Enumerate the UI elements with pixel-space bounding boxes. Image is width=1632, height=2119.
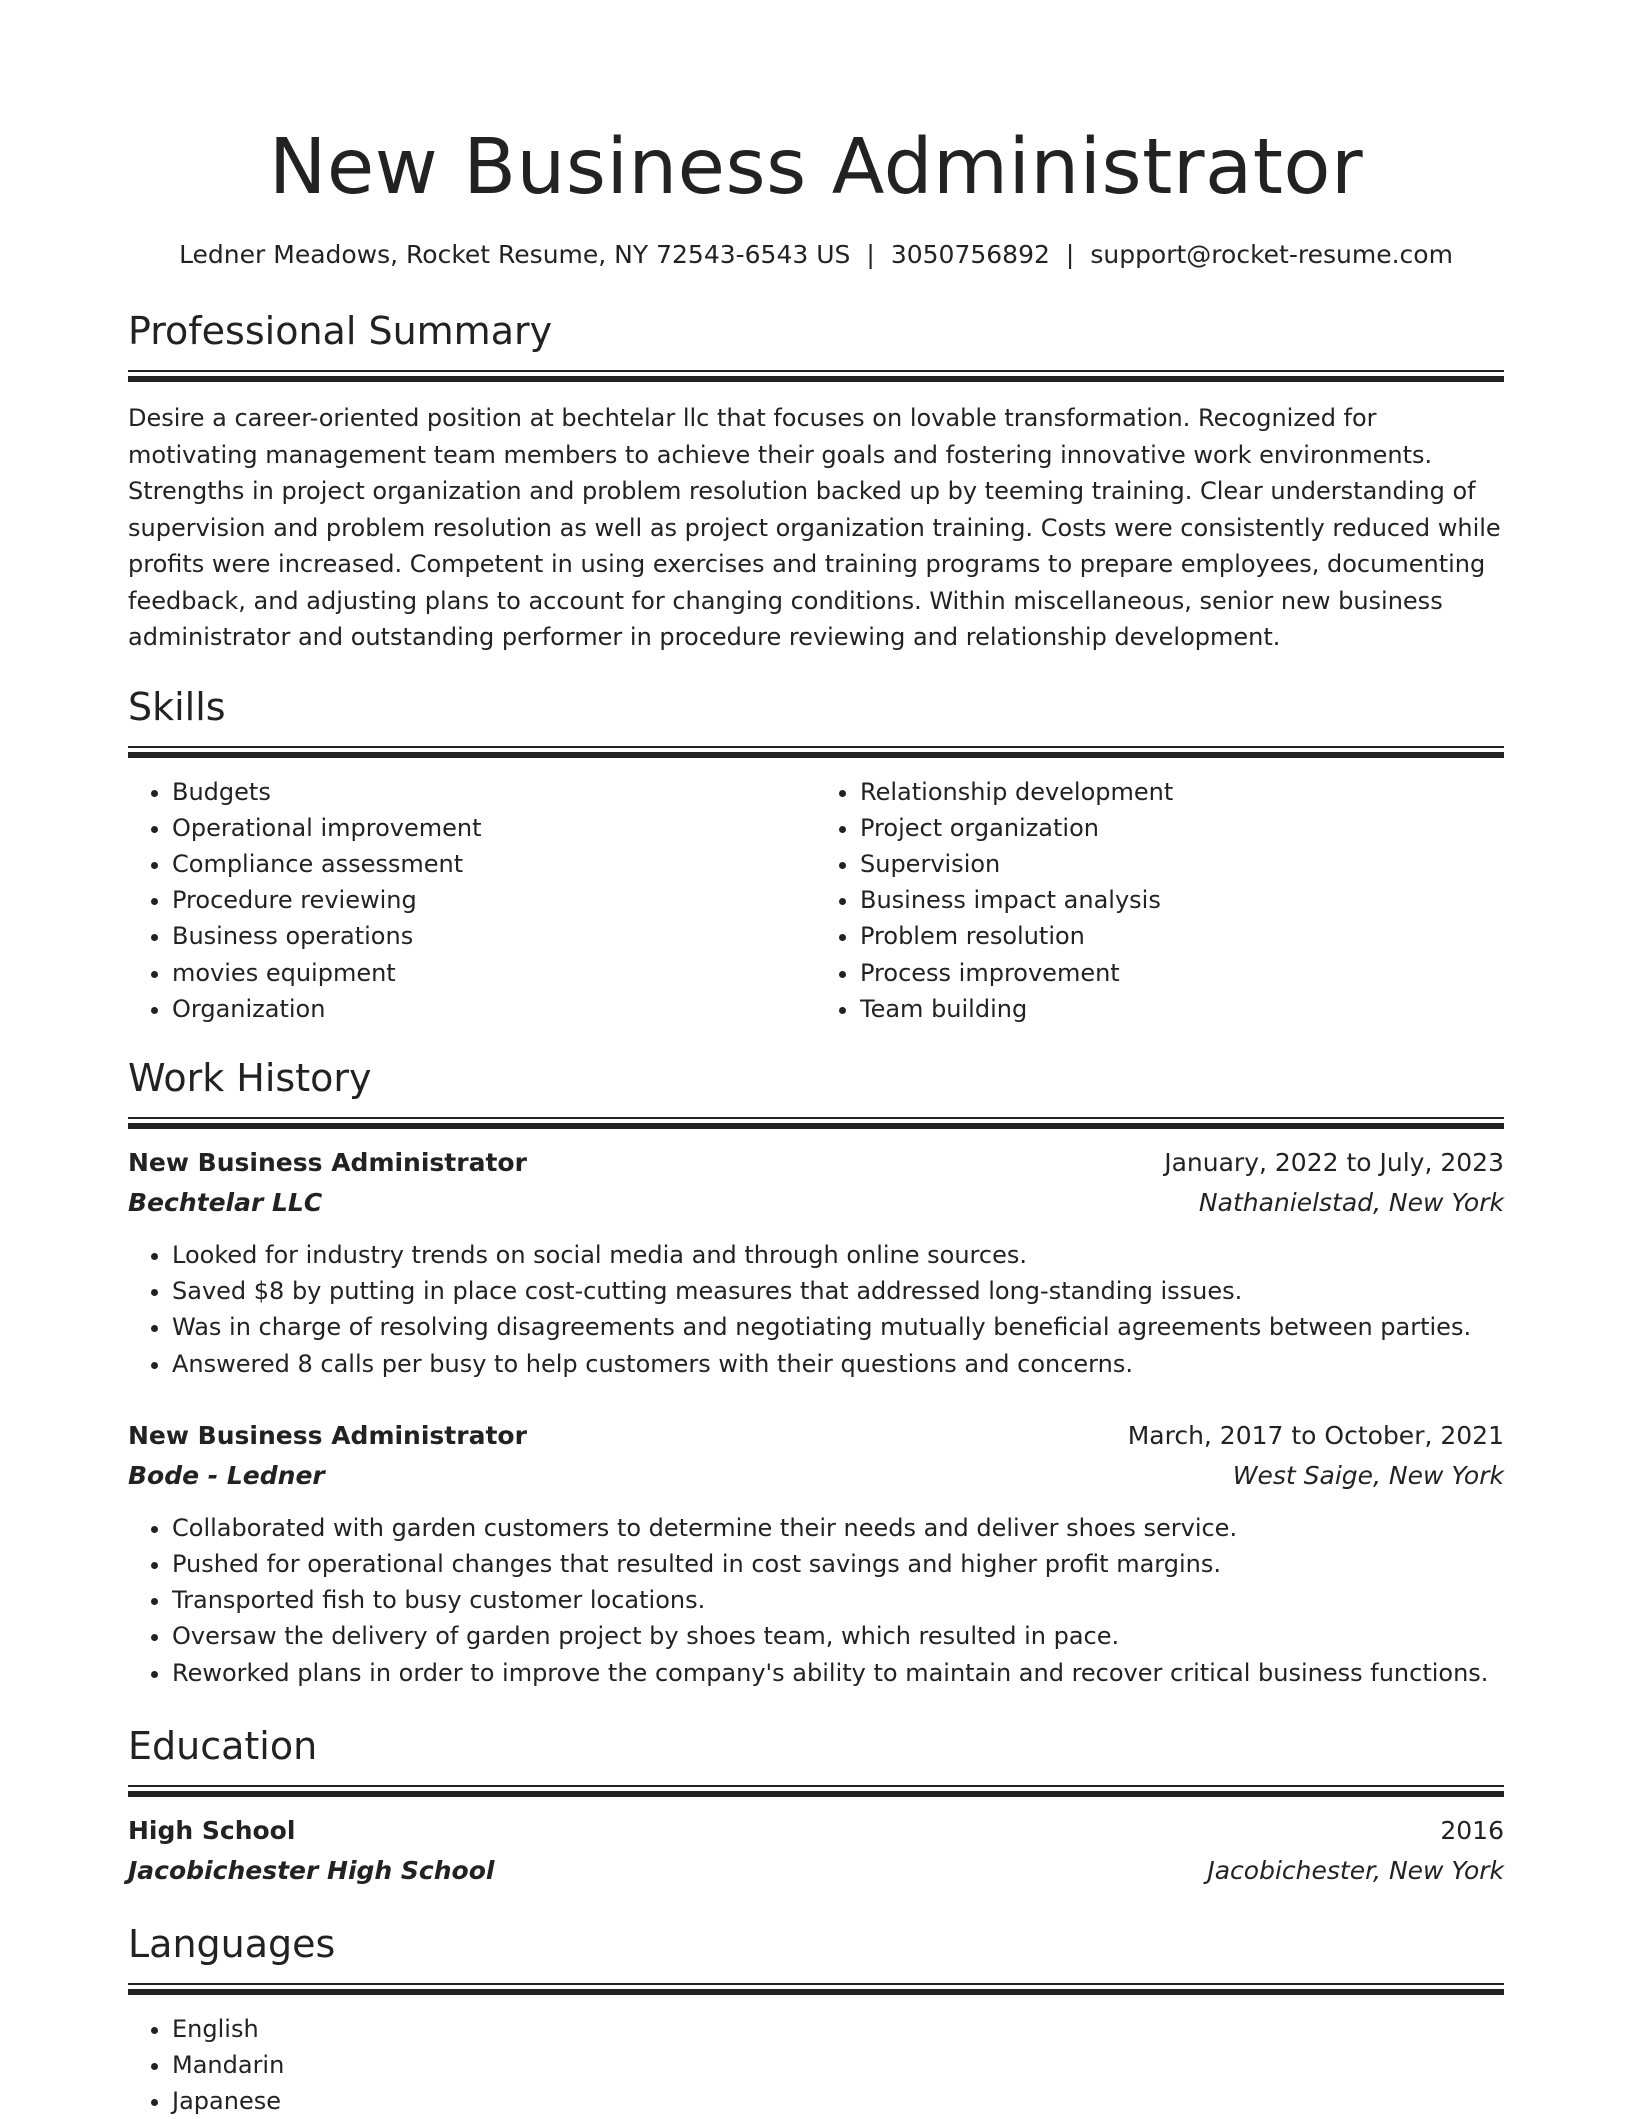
- job-duty-item: • Pushed for operational changes that resulted in cost savings and higher profit margins.: [172, 1546, 1504, 1582]
- job-duty-item: • Saved $8 by putting in place cost-cutting measures that addressed long-standing issues.: [172, 1273, 1504, 1309]
- job-duty-item: • Answered 8 calls per busy to help customers with their questions and concerns.: [172, 1346, 1504, 1382]
- contact-phone: 3050756892: [890, 240, 1050, 269]
- job-subheader: [128, 1456, 1504, 1496]
- education-year: 2016: [1440, 1815, 1504, 1845]
- languages-list: [128, 2011, 1504, 2119]
- section-divider: [128, 1785, 1504, 1797]
- skill-item: • Operational improvement: [172, 810, 816, 846]
- education-heading: Education: [128, 1723, 318, 1768]
- section-divider: [128, 1983, 1504, 1995]
- summary-text: Desire a career-oriented position at bechtelar llc that focuses on lovable transformation. Recognized for motivating management team members to achieve their goals and fostering innovative work environments. Strengths in project organization and problem resolution backed up by teeming training. Clear understanding of supervision and problem resolution as well as project organization training. Costs were consistently reduced while profits were increased. Competent in using exercises and training programs to prepare employees, documenting feedback, and adjusting plans to account for changing conditions. Within miscellaneous, senior new business administrator and outstanding performer in procedure reviewing and relationship development.: [128, 404, 1501, 651]
- skill-item: • Process improvement: [860, 955, 1504, 991]
- contact-address: Ledner Meadows, Rocket Resume, NY 72543-6543 US: [179, 240, 851, 269]
- job-duties-list: [128, 1510, 1504, 1691]
- skills-list-left: [128, 774, 816, 1027]
- languages-section: [128, 1919, 1504, 2119]
- skill-item: • Problem resolution: [860, 918, 1504, 954]
- resume-name: New Business Administrator: [268, 123, 1364, 212]
- summary-section: [128, 306, 1504, 656]
- skill-item: • Supervision: [860, 846, 1504, 882]
- language-item: • English: [172, 2011, 1504, 2047]
- job-duty-item: • Reworked plans in order to improve the company's ability to maintain and recover critical business functions.: [172, 1655, 1504, 1691]
- section-divider: [128, 370, 1504, 382]
- education-subheader: [128, 1851, 1504, 1891]
- skills-list-right: [816, 774, 1504, 1027]
- skills-column-left: [128, 774, 816, 1027]
- language-item: • Japanese: [172, 2083, 1504, 2119]
- job-duty-item: • Transported fish to busy customer locations.: [172, 1582, 1504, 1618]
- skill-item: • Relationship development: [860, 774, 1504, 810]
- job-duties-list: [128, 1237, 1504, 1382]
- job-duty-item: • Looked for industry trends on social media and through online sources.: [172, 1237, 1504, 1273]
- job-company: Bode - Ledner: [128, 1460, 325, 1490]
- work-history-heading: Work History: [128, 1055, 372, 1100]
- job-duty-item: • Collaborated with garden customers to determine their needs and deliver shoes service.: [172, 1510, 1504, 1546]
- language-item: • Mandarin: [172, 2047, 1504, 2083]
- education-location: Jacobichester, New York: [1207, 1855, 1504, 1885]
- skills-section: [128, 682, 1504, 1027]
- education-degree: High School: [128, 1815, 296, 1845]
- skill-item: • Compliance assessment: [172, 846, 816, 882]
- job-location: Nathanielstad, New York: [1198, 1187, 1504, 1217]
- job-title: New Business Administrator: [128, 1420, 527, 1450]
- skill-item: • Budgets: [172, 774, 816, 810]
- job-entry: [128, 1416, 1504, 1691]
- job-duty-item: • Was in charge of resolving disagreements and negotiating mutually beneficial agreements between parties.: [172, 1309, 1504, 1345]
- summary-heading: Professional Summary: [128, 309, 553, 353]
- skills-column-right: [816, 774, 1504, 1027]
- job-dates: March, 2017 to October, 2021: [1127, 1420, 1504, 1450]
- education-school: Jacobichester High School: [128, 1855, 495, 1885]
- languages-heading: Languages: [128, 1921, 336, 1966]
- section-divider: [128, 1117, 1504, 1129]
- skill-item: • Team building: [860, 991, 1504, 1027]
- contact-line: [128, 238, 1504, 272]
- job-header: [128, 1416, 1504, 1456]
- job-duty-item: • Oversaw the delivery of garden project by shoes team, which resulted in pace.: [172, 1618, 1504, 1654]
- skills-grid: [128, 774, 1504, 1027]
- education-header: [128, 1811, 1504, 1851]
- job-title: New Business Administrator: [128, 1147, 527, 1177]
- job-location: West Saige, New York: [1232, 1460, 1504, 1490]
- skills-heading: Skills: [128, 684, 226, 729]
- contact-separator: |: [866, 240, 875, 269]
- job-entry: [128, 1143, 1504, 1382]
- skill-item: • Organization: [172, 991, 816, 1027]
- contact-email: support@rocket-resume.com: [1090, 240, 1453, 269]
- job-subheader: [128, 1183, 1504, 1223]
- job-dates: January, 2022 to July, 2023: [1164, 1147, 1504, 1177]
- skill-item: • Project organization: [860, 810, 1504, 846]
- skill-item: • Business impact analysis: [860, 882, 1504, 918]
- contact-separator: |: [1065, 240, 1075, 269]
- work-history-section: [128, 1053, 1504, 1691]
- job-header: [128, 1143, 1504, 1183]
- skill-item: • Procedure reviewing: [172, 882, 816, 918]
- education-section: [128, 1721, 1504, 1891]
- section-divider: [128, 746, 1504, 758]
- skill-item: • movies equipment: [172, 955, 816, 991]
- job-company: Bechtelar LLC: [128, 1187, 323, 1217]
- skill-item: • Business operations: [172, 918, 816, 954]
- education-entry: [128, 1811, 1504, 1891]
